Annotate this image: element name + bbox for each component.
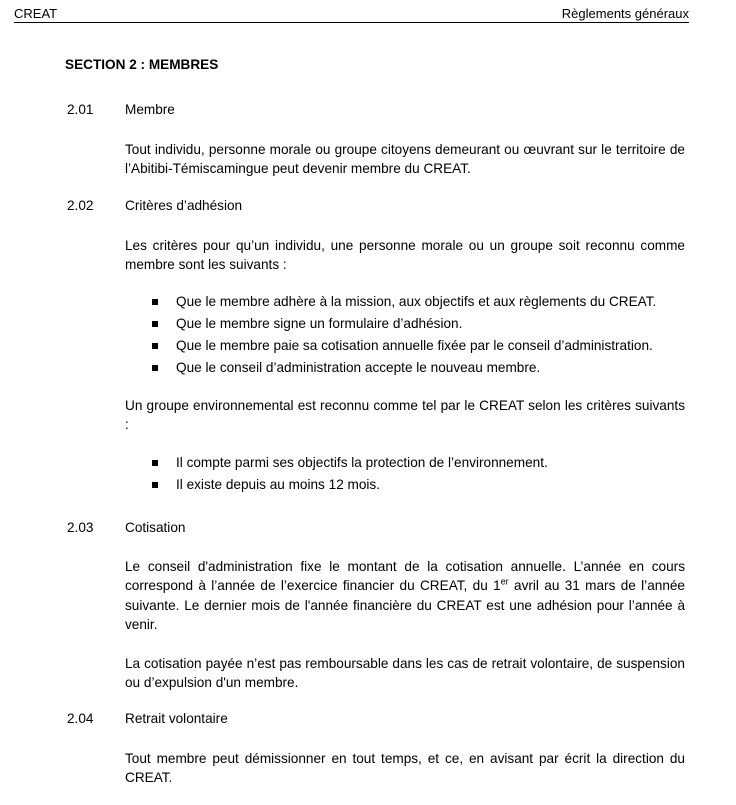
section-heading: Retrait volontaire [125,711,228,726]
bullet-icon [152,482,158,488]
paragraph-text-part-2: avril au 31 mars de l’année suivante. Le dernier mois de l'année financière du CREAT est une adhésion pour l’année à venir. [125,578,685,633]
list-item-text: Que le membre signe un formulaire d’adhésion. [176,316,463,331]
bullet-icon [152,460,158,466]
section-2-02-paragraph-1: Les critères pour qu’un individu, une personne morale ou un groupe soit reconnu comme membre sont les suivants : [125,238,685,273]
section-number: 2.01 [67,102,94,117]
criteria-list [150,291,656,379]
section-title: SECTION 2 : MEMBRES [65,57,219,72]
section-2-03-paragraph-2: La cotisation payée n’est pas remboursable dans les cas de retrait volontaire, de suspension ou d’expulsion d'un membre. [125,656,685,691]
list-item [150,335,656,357]
section-2-02-paragraph-2: Un groupe environnemental est reconnu comme tel par le CREAT selon les critères suivants : [125,398,685,433]
paragraph-text-part-1: Le conseil d'administration fixe le montant de la cotisation annuelle. L’année en cours correspond à l’année de l’exercice financier du CREAT, du 1 [125,559,685,594]
ordinal-superscript: er [500,576,509,587]
list-item-text: Il existe depuis au moins 12 mois. [176,477,381,492]
list-item [150,291,656,313]
list-item-text: Que le conseil d’administration accepte le nouveau membre. [176,360,541,375]
section-number: 2.03 [67,520,94,535]
list-item [150,452,548,474]
section-2-04-paragraph: Tout membre peut démissionner en tout temps, et ce, en avisant par écrit la direction du CREAT. [125,751,685,786]
section-number: 2.04 [67,711,94,726]
bullet-icon [152,299,158,305]
section-2-03-paragraph-1 [125,557,685,635]
header-organization: CREAT [14,6,58,21]
page-header [14,6,689,23]
bullet-icon [152,321,158,327]
bullet-icon [152,365,158,371]
bullet-icon [152,343,158,349]
section-2-01-paragraph: Tout individu, personne morale ou groupe citoyens demeurant ou œuvrant sur le territoire de l’Abitibi-Témiscamingue peut devenir membre du CREAT. [125,142,685,177]
section-number: 2.02 [67,198,94,213]
header-document-title: Règlements généraux [561,6,689,21]
list-item [150,474,548,496]
list-item-text: Que le membre adhère à la mission, aux objectifs et aux règlements du CREAT. [176,294,657,309]
section-heading: Cotisation [125,520,186,535]
section-heading: Membre [125,102,175,117]
list-item [150,357,656,379]
list-item [150,313,656,335]
list-item-text: Il compte parmi ses objectifs la protection de l’environnement. [176,455,548,470]
group-criteria-list [150,452,548,496]
section-heading: Critères d’adhésion [125,198,243,213]
list-item-text: Que le membre paie sa cotisation annuelle fixée par le conseil d’administration. [176,338,653,353]
